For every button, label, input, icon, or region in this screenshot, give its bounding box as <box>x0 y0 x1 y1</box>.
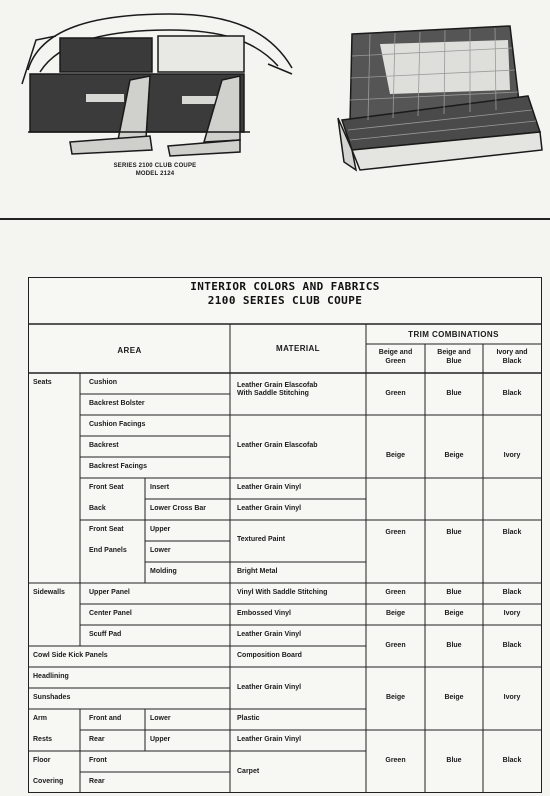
color-r2-c2: Beige <box>444 452 464 459</box>
color-r2-c3: Ivory <box>503 452 521 459</box>
material-6: Bright Metal <box>237 568 278 575</box>
material-4: Leather Grain Vinyl <box>237 505 302 512</box>
area-front-seat: Front Seat <box>89 484 124 491</box>
area-upper-panel: Upper Panel <box>89 589 130 596</box>
material-11: Leather Grain Vinyl <box>237 684 302 691</box>
trim-combinations-header: TRIM COMBINATIONS <box>408 330 499 339</box>
color-r4-c1: Green <box>385 589 406 596</box>
area-floor-rear: Rear <box>89 778 105 785</box>
area-front-seat-2: Front Seat <box>89 526 124 533</box>
material-9: Leather Grain Vinyl <box>237 631 302 638</box>
color-r7-c3: Ivory <box>503 694 521 701</box>
area-floor-front: Front <box>89 757 107 764</box>
area-header: AREA <box>117 346 142 355</box>
color-r3-c2: Blue <box>446 529 462 536</box>
material-7: Vinyl With Saddle Stitching <box>237 589 328 596</box>
color-r6-c3: Black <box>502 642 522 649</box>
caption-series: SERIES 2100 CLUB COUPE <box>113 163 197 169</box>
material-3: Leather Grain Vinyl <box>237 484 302 491</box>
group-headlining: Headlining <box>33 673 69 680</box>
material-2: Leather Grain Elascofab <box>237 442 318 449</box>
area-cushion: Cushion <box>89 379 117 386</box>
material-1: Leather Grain Elascofab With Saddle Stitching <box>237 382 318 397</box>
combo-ivory-black-header: Ivory and Black <box>496 349 528 365</box>
group-rests: Rests <box>33 736 53 743</box>
area-back: Back <box>89 505 106 512</box>
area-rests-upper: Upper <box>150 736 171 743</box>
material-13: Leather Grain Vinyl <box>237 736 302 743</box>
car-interior-illustration <box>22 14 292 156</box>
table-title: INTERIOR COLORS AND FABRICS <box>190 280 380 293</box>
illustration-caption <box>95 162 215 178</box>
group-covering: Covering <box>33 778 64 785</box>
color-r7-c2: Beige <box>444 694 464 701</box>
material-14: Carpet <box>237 768 260 775</box>
group-cowl: Cowl Side Kick Panels <box>33 652 108 659</box>
group-sidewalls: Sidewalls <box>33 589 65 596</box>
table-subtitle: 2100 SERIES CLUB COUPE <box>207 294 363 307</box>
group-arm: Arm <box>33 715 48 722</box>
area-lower: Lower <box>150 547 171 554</box>
area-arm-front-and: Front and <box>89 715 122 722</box>
color-r8-c2: Blue <box>446 757 462 764</box>
interior-colors-table <box>28 277 542 793</box>
group-floor: Floor <box>33 757 51 764</box>
color-r3-c1: Green <box>385 529 406 536</box>
area-end-panels: End Panels <box>89 547 127 554</box>
color-r8-c3: Black <box>502 757 522 764</box>
color-r6-c2: Blue <box>446 642 462 649</box>
color-r5-c1: Beige <box>385 610 406 617</box>
area-cushion-facings: Cushion Facings <box>89 421 146 428</box>
area-lower-cross-bar: Lower Cross Bar <box>150 505 207 512</box>
material-12: Plastic <box>237 715 260 722</box>
color-r7-c1: Beige <box>385 694 406 701</box>
area-backrest-facings: Backrest Facings <box>89 463 147 470</box>
material-5: Textured Paint <box>237 536 286 543</box>
area-center-panel: Center Panel <box>89 610 132 617</box>
area-rests-rear: Rear <box>89 736 105 743</box>
color-r3-c3: Black <box>502 529 522 536</box>
color-r5-c2: Beige <box>444 610 464 617</box>
material-8: Embossed Vinyl <box>237 610 291 617</box>
area-upper: Upper <box>150 526 171 533</box>
illustrations <box>0 0 550 218</box>
combo-beige-green-header: Beige and Green <box>378 349 413 365</box>
color-r5-c3: Ivory <box>503 610 521 617</box>
color-r2-c1: Beige <box>385 452 406 459</box>
area-arm-lower: Lower <box>150 715 171 722</box>
area-backrest-bolster: Backrest Bolster <box>89 400 145 407</box>
color-r4-c3: Black <box>502 589 522 596</box>
area-insert: Insert <box>150 484 170 491</box>
material-10: Composition Board <box>237 652 302 659</box>
area-molding: Molding <box>150 568 177 575</box>
page-divider <box>0 218 550 220</box>
color-r4-c2: Blue <box>446 589 462 596</box>
combo-beige-blue-header: Beige and Blue <box>437 349 471 365</box>
color-r1-c1: Green <box>385 390 406 397</box>
area-backrest: Backrest <box>89 442 119 449</box>
material-header: MATERIAL <box>276 344 320 353</box>
caption-model: MODEL 2124 <box>135 171 175 177</box>
color-r1-c3: Black <box>502 390 522 397</box>
seat-illustration <box>338 26 542 170</box>
color-r1-c2: Blue <box>446 390 462 397</box>
group-seats: Seats <box>33 379 52 386</box>
color-r6-c1: Green <box>385 642 406 649</box>
group-sunshades: Sunshades <box>33 694 71 701</box>
area-scuff-pad: Scuff Pad <box>89 631 122 638</box>
color-r8-c1: Green <box>385 757 406 764</box>
